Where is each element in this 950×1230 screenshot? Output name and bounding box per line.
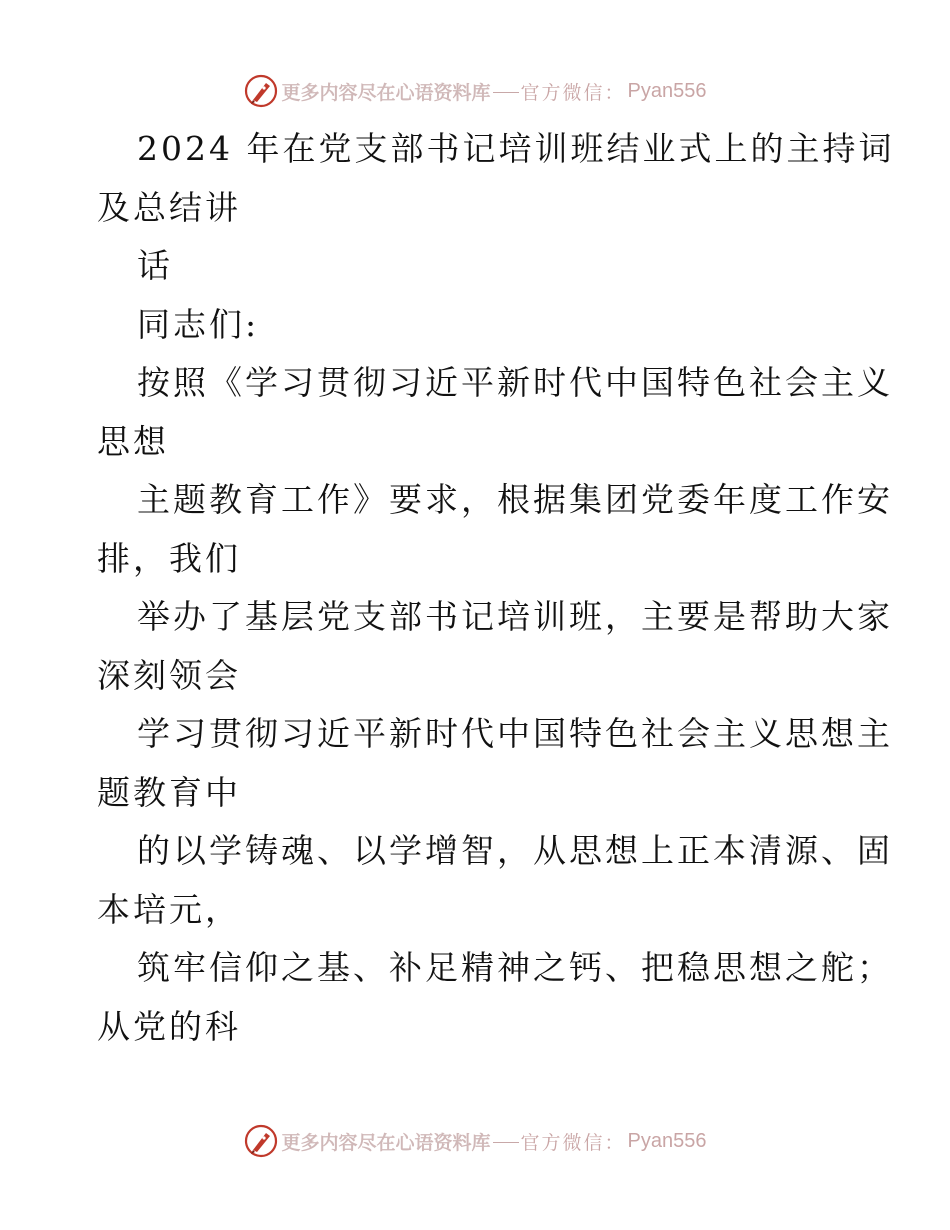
document-line: 主题教育工作》要求，根据集团党委年度工作安 bbox=[137, 480, 893, 519]
watermark-dash bbox=[493, 1142, 519, 1143]
header-watermark bbox=[0, 71, 950, 111]
watermark-wechat-label: 官方微信： bbox=[520, 81, 626, 104]
document-line: 举办了基层党支部书记培训班，主要是帮助大家 bbox=[137, 597, 893, 636]
document-line: 筑牢信仰之基、补足精神之钙、把稳思想之舵； bbox=[137, 948, 893, 987]
document-line: 从党的科 bbox=[97, 1006, 241, 1046]
document-line: 2024 年在党支部书记培训班结业式上的主持词 bbox=[137, 129, 895, 168]
watermark-dash bbox=[493, 92, 519, 93]
watermark-wechat-label: 官方微信： bbox=[520, 1131, 626, 1154]
document-body bbox=[97, 120, 895, 1056]
watermark-site-text: 更多内容尽在心语资料库 bbox=[281, 81, 491, 104]
document-line: 本培元， bbox=[97, 889, 241, 929]
document-line: 思想 bbox=[97, 421, 169, 461]
footer-watermark bbox=[0, 1121, 950, 1161]
watermark-wechat-id: Pyan556 bbox=[627, 79, 707, 102]
document-line: 的以学铸魂、以学增智，从思想上正本清源、固 bbox=[137, 831, 893, 870]
document-line: 深刻领会 bbox=[97, 655, 241, 695]
document-line: 题教育中 bbox=[97, 772, 241, 812]
document-line: 及总结讲 bbox=[97, 187, 241, 227]
pen-logo-icon bbox=[244, 74, 278, 108]
document-line: 按照《学习贯彻习近平新时代中国特色社会主义 bbox=[137, 363, 893, 402]
document-line: 排，我们 bbox=[97, 538, 241, 578]
pen-logo-icon bbox=[244, 1124, 278, 1158]
watermark-site-text: 更多内容尽在心语资料库 bbox=[281, 1131, 491, 1154]
document-line: 同志们: bbox=[137, 304, 260, 344]
watermark-wechat-id: Pyan556 bbox=[627, 1129, 707, 1152]
document-line: 学习贯彻习近平新时代中国特色社会主义思想主 bbox=[137, 714, 893, 753]
document-line: 话 bbox=[137, 246, 173, 285]
